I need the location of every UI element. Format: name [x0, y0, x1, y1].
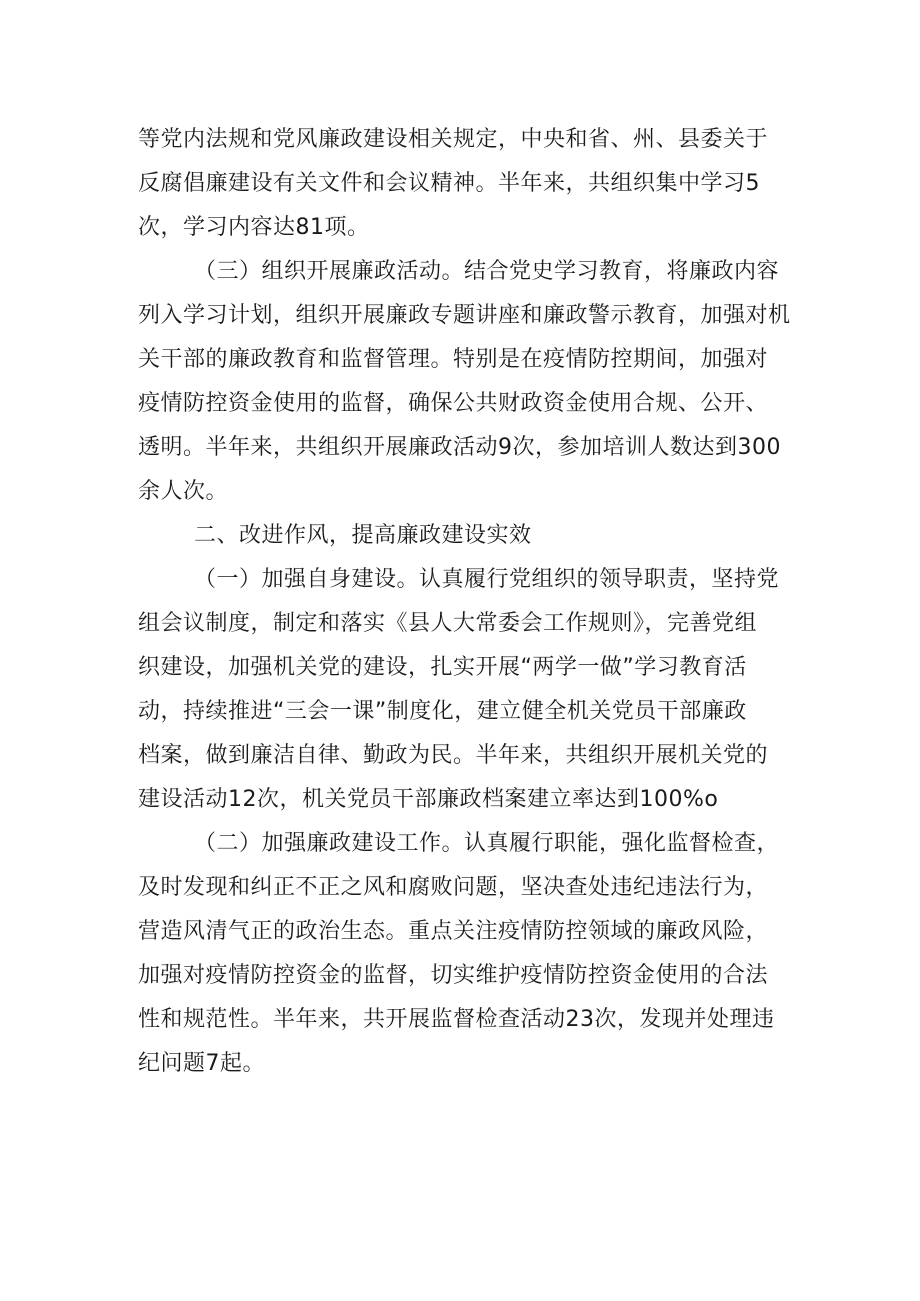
text-line: 等党内法规和党风廉政建设相关规定，中央和省、州、县委关于 — [138, 127, 769, 152]
text-line: 列入学习计划，组织开展廉政专题讲座和廉政警示教育，加强对机 — [138, 303, 791, 328]
text-line: 关干部的廉政教育和监督管理。特别是在疫情防控期间，加强对 — [138, 347, 769, 372]
text-line: 透明。半年来，共组织开展廉政活动9次，参加培训人数达到300 — [138, 435, 781, 460]
paragraph-start: （二）加强廉政建设工作。认真履行职能，强化监督检查， — [194, 831, 780, 856]
text-line: 组会议制度，制定和落实《县人大常委会工作规则》，完善党组 — [138, 611, 758, 636]
paragraph-start: （三）组织开展廉政活动。结合党史学习教育，将廉政内容 — [194, 259, 780, 284]
paragraph-start: （一）加强自身建设。认真履行党组织的领导职责，坚持党 — [194, 567, 780, 592]
text-line: 次，学习内容达81项。 — [138, 215, 370, 240]
text-line: 动，持续推进“三会一课”制度化，建立健全机关党员干部廉政 — [138, 699, 747, 724]
text-line: 营造风清气正的政治生态。重点关注疫情防控领域的廉政风险， — [138, 919, 769, 944]
text-line: 余人次。 — [138, 479, 229, 504]
text-line: 加强对疫情防控资金的监督，切实维护疫情防控资金使用的合法 — [138, 963, 769, 988]
text-line: 建设活动12次，机关党员干部廉政档案建立率达到100%o — [138, 787, 719, 812]
text-line: 性和规范性。半年来，共开展监督检查活动23次，发现并处理违 — [138, 1007, 775, 1032]
text-line: 织建设，加强机关党的建设，扎实开展“两学一做”学习教育活 — [138, 655, 747, 680]
text-line: 及时发现和纠正不正之风和腐败问题，坚决查处违纪违法行为， — [138, 875, 769, 900]
text-line: 纪问题7起。 — [138, 1051, 265, 1076]
section-heading: 二、改进作风，提高廉政建设实效 — [194, 523, 532, 548]
text-line: 反腐倡廉建设有关文件和会议精神。半年来，共组织集中学习5 — [138, 171, 760, 196]
text-line: 疫情防控资金使用的监督，确保公共财政资金使用合规、公开、 — [138, 391, 769, 416]
document-page — [138, 118, 810, 1086]
text-line: 档案，做到廉洁自律、勤政为民。半年来，共组织开展机关党的 — [138, 743, 769, 768]
